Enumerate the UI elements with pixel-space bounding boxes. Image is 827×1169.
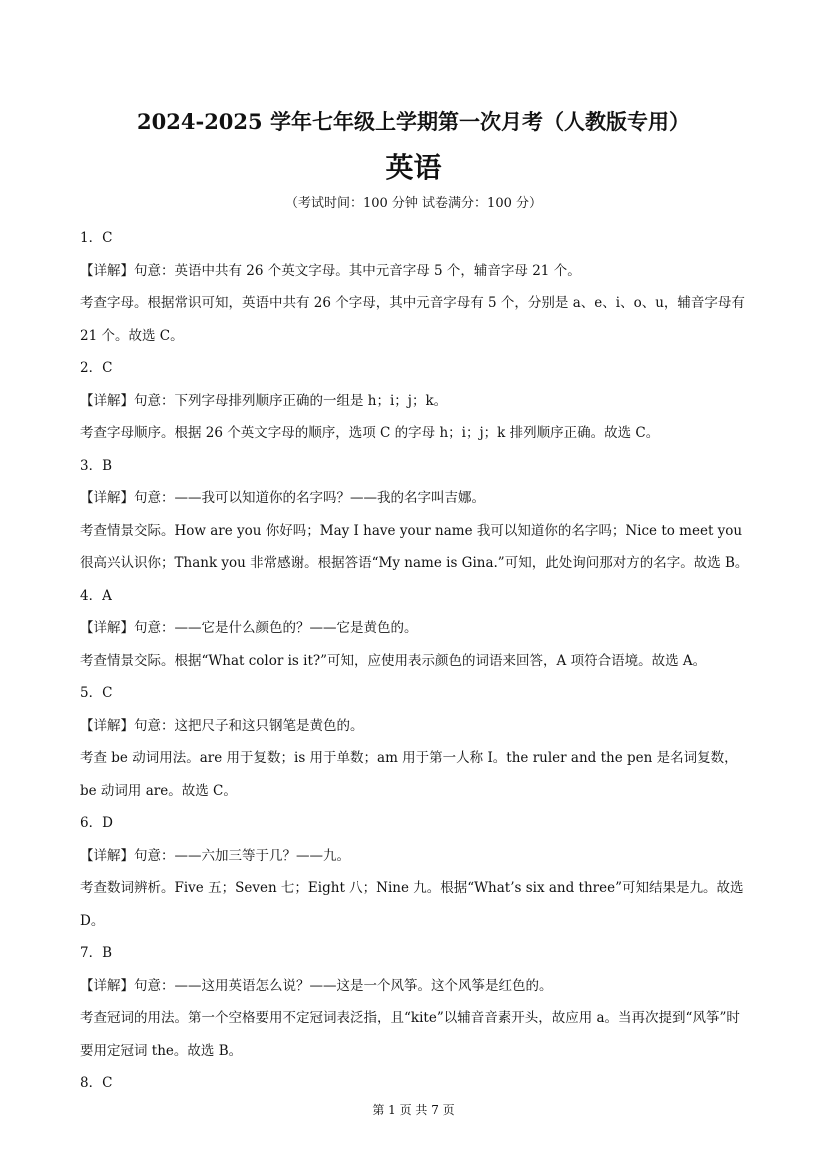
answer-detail: 【详解】句意：——这用英语怎么说？——这是一个风筝。这个风筝是红色的。 xyxy=(80,977,553,994)
answer-detail: 【详解】句意：——六加三等于几？——九。 xyxy=(80,847,350,864)
answer-number: 1．C xyxy=(80,230,113,246)
answer-detail: 【详解】句意：这把尺子和这只钢笔是黄色的。 xyxy=(80,717,364,734)
exam-info: （考试时间：100 分钟 试卷满分：100 分） xyxy=(284,196,543,211)
answer-number: 3．B xyxy=(80,457,113,474)
page-footer: 第 1 页 共 7 页 xyxy=(372,1103,455,1117)
answer-analysis: 考查情景交际。根据“What color is it?”可知，应使用表示颜色的词语来回答，A 项符合语境。故选 A。 xyxy=(80,652,707,669)
answer-number: 2．C xyxy=(80,360,113,376)
answer-number: 8．C xyxy=(80,1075,113,1091)
answer-analysis: 考查字母。根据常识可知，英语中共有 26 个字母，其中元音字母有 5 个，分别是 a、e、i、o、u，辅音字母有 21 个。故选 C。 xyxy=(80,295,745,344)
answer-detail: 【详解】句意：英语中共有 26 个英文字母。其中元音字母 5 个，辅音字母 21 个。 xyxy=(80,262,581,279)
answer-detail: 【详解】句意：下列字母排列顺序正确的一组是 h；i；j；k。 xyxy=(80,392,448,409)
answer-analysis: 考查字母顺序。根据 26 个英文字母的顺序，选项 C 的字母 h；i；j；k 排列顺序正确。故选 C。 xyxy=(80,425,660,441)
subject-heading: 英语 xyxy=(385,151,442,184)
answer-number: 5．C xyxy=(80,685,113,701)
answer-analysis: 考查数词辨析。Five 五；Seven 七；Eight 八；Nine 九。根据“What’s six and three”可知结果是九。故选 D。 xyxy=(80,880,744,929)
answer-detail: 【详解】句意：——我可以知道你的名字吗？——我的名字叫吉娜。 xyxy=(80,490,485,506)
answer-analysis: 考查 be 动词用法。are 用于复数；is 用于单数；am 用于第一人称 I。the ruler and the pen 是名词复数，be 动词用 are。故选 C。 xyxy=(80,750,738,799)
answer-number: 7．B xyxy=(80,945,113,961)
answer-detail: 【详解】句意：——它是什么颜色的？——它是黄色的。 xyxy=(80,620,418,636)
answer-list xyxy=(80,222,752,1100)
exam-title: 2024-2025 学年七年级上学期第一次月考（人教版专用） xyxy=(137,109,690,134)
answer-analysis: 考查冠词的用法。第一个空格要用不定冠词表泛指，且“kite”以辅音音素开头，故应用 a。当再次提到“风筝”时要用定冠词 the。故选 B。 xyxy=(80,1010,740,1059)
answer-number: 6．D xyxy=(80,815,113,831)
answer-number: 4．A xyxy=(80,587,112,604)
answer-analysis: 考查情景交际。How are you 你好吗；May I have your name 我可以知道你的名字吗；Nice to meet you 很高兴认识你；Thank you 非常感谢。根据答语“My name is Gina.”可知，此处询问那对方的名字。故选 B。 xyxy=(80,522,749,571)
